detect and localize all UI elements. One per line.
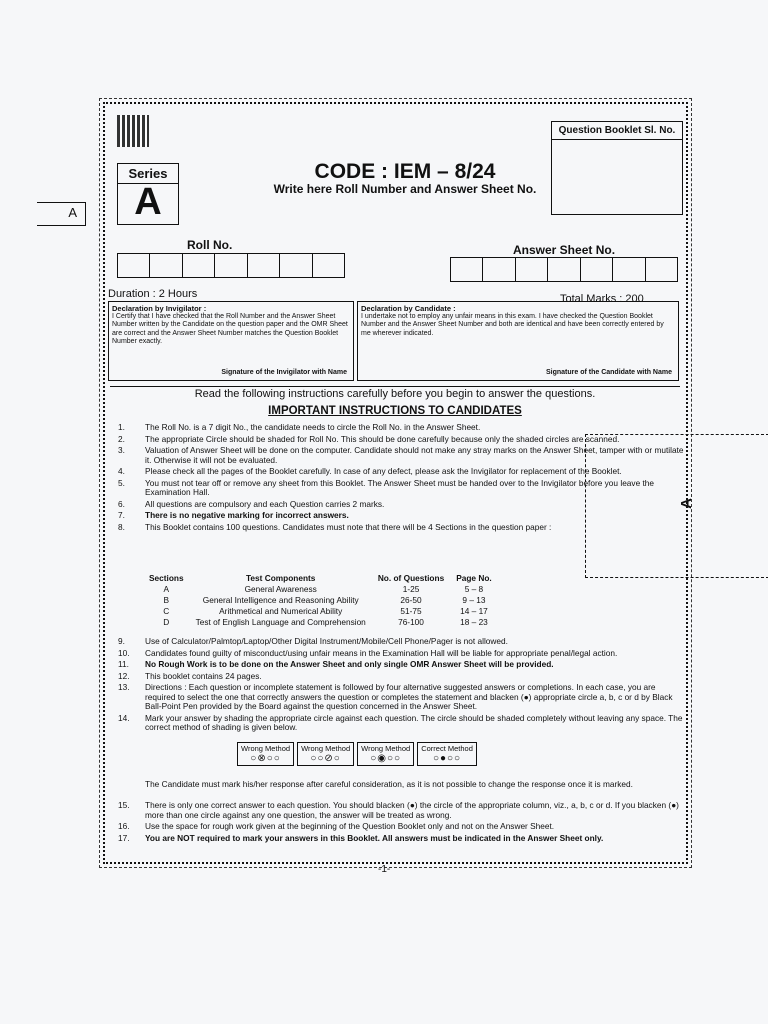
instruction-item bbox=[118, 801, 684, 820]
series-box bbox=[117, 163, 179, 225]
instruction-text: You are NOT required to mark your answers in this Booklet. All answers must be indicated in the Answer Sheet only. bbox=[145, 832, 604, 843]
instruction-number: 3. bbox=[118, 445, 125, 456]
section-row bbox=[143, 616, 498, 627]
tear-label: A bbox=[677, 498, 695, 509]
invigilator-title: Declaration by Invigilator : bbox=[112, 304, 207, 313]
section-cell: 76-100 bbox=[398, 616, 424, 627]
section-cell: General Intelligence and Reasoning Ability bbox=[202, 594, 359, 605]
section-cell: D bbox=[163, 616, 170, 627]
instruction-number: 12. bbox=[118, 670, 130, 681]
instruction-text: Use the space for rough work given at the beginning of the Question Booklet only and not on the Answer Sheet. bbox=[145, 821, 555, 832]
answer-sheet-label: Answer Sheet No. bbox=[513, 243, 616, 257]
instruction-text: There is only one correct answer to each question. You should blacken (●) the circle of the appropriate column, viz., a, b, c or d. If you blacken (●) more than one circle against any one question, the answer will be treated as wrong. bbox=[145, 800, 679, 820]
section-cell: A bbox=[163, 583, 170, 594]
side-tab bbox=[37, 202, 86, 226]
instruction-number: 16. bbox=[118, 821, 130, 832]
answer-sheet-field[interactable] bbox=[450, 257, 678, 282]
instruction-number: 6. bbox=[118, 498, 125, 509]
total-marks: Total Marks : 200 bbox=[560, 293, 644, 305]
duration: Duration : 2 Hours bbox=[108, 288, 198, 300]
instruction-number: 14. bbox=[118, 712, 130, 723]
invigilator-text: I Certify that I have checked that the Roll Number and the Answer Sheet Number written by the Candidate on the question paper and the OMR Sheet are correct and the Answer Sheet Number matches the Question Booklet Number exactly. bbox=[112, 313, 348, 346]
section-cell: 26-50 bbox=[400, 594, 422, 605]
instruction-text: This Booklet contains 100 questions. Candidates must note that there will be 4 Sections in the question paper : bbox=[145, 521, 552, 532]
invigilator-declaration bbox=[108, 301, 354, 381]
method-circles-icon: ○⊗○○ bbox=[250, 753, 281, 764]
method-label: Wrong Method bbox=[241, 744, 291, 753]
instruction-number: 8. bbox=[118, 521, 125, 532]
instruction-item bbox=[118, 637, 684, 647]
instruction-number: 15. bbox=[118, 800, 130, 810]
tear-off-strip bbox=[585, 434, 768, 578]
shading-method bbox=[357, 742, 414, 766]
instruction-text: The Roll No. is a 7 digit No., the candidate needs to circle the Roll No. in the Answer Sheet. bbox=[145, 422, 481, 432]
instruction-text: Directions : Each question or incomplete statement is followed by four alternative suggested answers or completions. In each case, you are required to select the one that correctly answers the question or completes the statement and blacken (●) appropriate circle a, b, c or d by Black Ball-Point Pen provided by the Board against the question concerned in the Answer Sheet. bbox=[145, 682, 673, 712]
instruction-text: Mark your answer by shading the appropriate circle against each question. The circle should be shaded completely without leaving any space. The correct method of shading is given below. bbox=[145, 712, 683, 733]
shading-method bbox=[417, 742, 477, 766]
instruction-number: 10. bbox=[118, 647, 130, 658]
shading-method bbox=[297, 742, 354, 766]
instruction-text: There is no negative marking for incorrect answers. bbox=[145, 510, 349, 521]
booklet-label: Question Booklet Sl. No. bbox=[552, 122, 682, 140]
side-tab-label: A bbox=[68, 205, 77, 220]
instruction-text: No Rough Work is to be done on the Answer Sheet and only single OMR Answer Sheet will be provided. bbox=[145, 659, 554, 670]
instruction-item bbox=[118, 660, 684, 670]
section-cell: C bbox=[163, 605, 170, 616]
instruction-text: This booklet contains 24 pages. bbox=[145, 670, 262, 681]
after-methods-text: The Candidate must mark his/her response after careful consideration, as it is not possible to change the response once it is marked. bbox=[145, 779, 633, 789]
instruction-number: 13. bbox=[118, 682, 130, 693]
section-cell: General Awareness bbox=[244, 583, 317, 594]
col-questions: No. of Questions bbox=[377, 572, 445, 583]
instruction-text: Valuation of Answer Sheet will be done on the computer. Candidate should not make any stray marks on the Answer Sheet, tamper with or mutilate it. Otherwise it will not be evaluated. bbox=[145, 445, 684, 465]
instruction-item bbox=[118, 822, 684, 832]
candidate-signature: Signature of the Candidate with Name bbox=[545, 368, 672, 376]
instruction-item bbox=[118, 423, 684, 433]
instruction-text: Candidates found guilty of misconduct/using unfair means in the Examination Hall will be liable for appropriate penal/legal action. bbox=[145, 647, 618, 658]
section-cell: B bbox=[163, 594, 170, 605]
candidate-text: I undertake not to employ any unfair means in this exam. I have checked the Question Booklet Number and the Answer Sheet Number and both are identical and have been correctly entered by me wherever indicated. bbox=[361, 313, 664, 337]
instruction-item bbox=[118, 714, 684, 733]
method-circles-icon: ○○⊘○ bbox=[310, 753, 341, 764]
section-cell: 18 – 23 bbox=[460, 616, 488, 627]
sections-table bbox=[143, 572, 498, 627]
instruction-number: 5. bbox=[118, 477, 125, 488]
instruction-text: All questions are compulsory and each Question carries 2 marks. bbox=[145, 498, 385, 509]
section-row bbox=[143, 583, 498, 594]
roll-number-field[interactable] bbox=[117, 253, 345, 278]
instruction-number: 9. bbox=[118, 636, 125, 646]
invigilator-signature: Signature of the Invigilator with Name bbox=[221, 368, 347, 376]
section-cell: Arithmetical and Numerical Ability bbox=[219, 605, 343, 616]
instruction-text: You must not tear off or remove any sheet from this Booklet. The Answer Sheet must be handed over to the Invigilator before you leave the Examination Hall. bbox=[145, 477, 655, 498]
exam-code: CODE : IEM – 8/24 bbox=[314, 160, 496, 183]
instructions-list-b bbox=[118, 637, 684, 735]
method-label: Wrong Method bbox=[361, 744, 411, 753]
col-components: Test Components bbox=[245, 572, 316, 583]
section-cell: Test of English Language and Comprehension bbox=[195, 616, 366, 627]
series-value: A bbox=[134, 181, 162, 223]
section-cell: 9 – 13 bbox=[462, 594, 486, 605]
instruction-text: The appropriate Circle should be shaded for Roll No. This should be done carefully because only the shaded circles are scanned. bbox=[145, 433, 620, 444]
section-cell: 1-25 bbox=[402, 583, 420, 594]
instructions-heading: IMPORTANT INSTRUCTIONS TO CANDIDATES bbox=[268, 405, 522, 417]
instructions-list-c bbox=[118, 801, 684, 845]
question-booklet-box bbox=[551, 121, 683, 215]
instruction-number: 4. bbox=[118, 466, 125, 477]
section-cell: 5 – 8 bbox=[464, 583, 484, 594]
candidate-title: Declaration by Candidate : bbox=[361, 304, 456, 313]
instruction-number: 17. bbox=[118, 832, 130, 843]
section-cell: 14 – 17 bbox=[460, 605, 488, 616]
method-circles-icon: ○◉○○ bbox=[370, 753, 402, 764]
shading-methods bbox=[237, 742, 477, 766]
method-circles-icon: ○●○○ bbox=[432, 753, 462, 764]
series-label: Series bbox=[118, 164, 178, 184]
section-row bbox=[143, 605, 498, 616]
read-instructions-line: Read the following instructions carefully before you begin to answer the questions. bbox=[110, 386, 680, 400]
candidate-declaration bbox=[357, 301, 679, 381]
instruction-item bbox=[118, 649, 684, 659]
instruction-item bbox=[118, 683, 684, 712]
col-page: Page No. bbox=[456, 572, 492, 583]
instruction-number: 7. bbox=[118, 510, 125, 521]
page-number: -1- bbox=[378, 864, 391, 875]
method-label: Wrong Method bbox=[301, 744, 351, 753]
col-sections: Sections bbox=[149, 572, 184, 583]
header-subtitle: Write here Roll Number and Answer Sheet No. bbox=[273, 182, 537, 196]
instruction-number: 11. bbox=[118, 659, 129, 670]
shading-method bbox=[237, 742, 294, 766]
section-cell: 51-75 bbox=[400, 605, 422, 616]
section-row bbox=[143, 594, 498, 605]
instruction-text: Please check all the pages of the Booklet carefully. In case of any defect, please ask the Invigilator for replacement of the Booklet. bbox=[145, 466, 622, 477]
instruction-text: Use of Calculator/Palmtop/Laptop/Other Digital Instrument/Mobile/Cell Phone/Pager is not allowed. bbox=[145, 636, 508, 646]
method-label: Correct Method bbox=[421, 744, 473, 753]
instruction-number: 1. bbox=[118, 422, 125, 432]
instruction-number: 2. bbox=[118, 433, 125, 444]
qr-code bbox=[117, 115, 149, 147]
roll-label: Roll No. bbox=[187, 238, 233, 252]
instruction-item bbox=[118, 672, 684, 682]
instruction-item bbox=[118, 834, 684, 844]
